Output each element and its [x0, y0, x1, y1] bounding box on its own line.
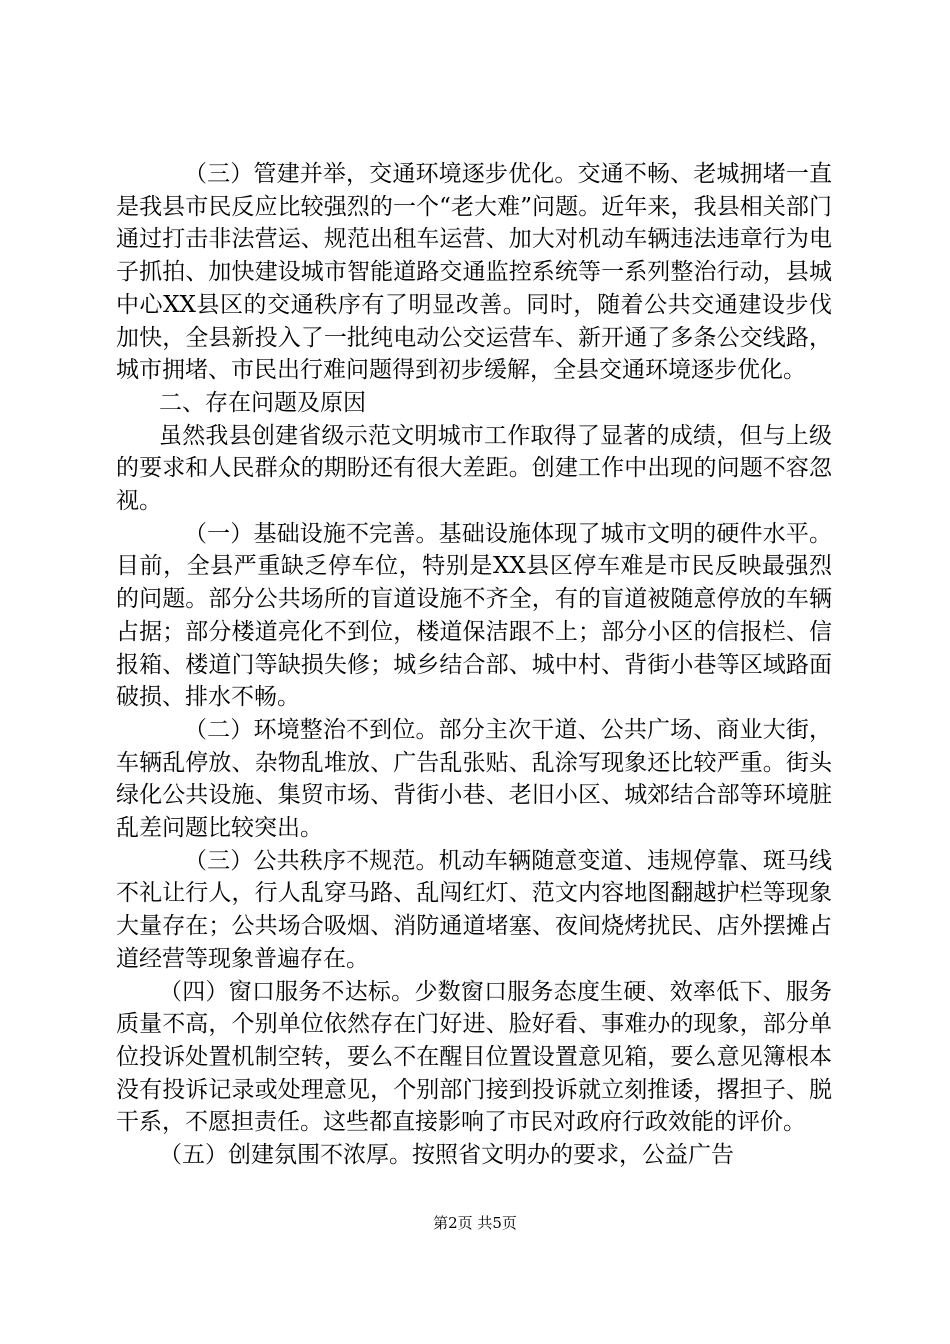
- paragraph-5: （三）公共秩序不规范。机动车辆随意变道、违规停靠、斑马线不礼让行人，行人乱穿马路、乱闯红灯、范文内容地图翻越护栏等现象大量存在；公共场合吸烟、消防通道堵塞、夜间烧烤扰民、店外摆摊占道经营等现象普遍存在。: [116, 847, 832, 972]
- paragraph-2: 虽然我县创建省级示范文明城市工作取得了显著的成绩，但与上级的要求和人民群众的期盼还有很大差距。创建工作中出现的问题不容忽视。: [116, 422, 832, 515]
- section-heading: 二、存在问题及原因: [159, 389, 366, 416]
- paragraph-4: （二）环境整治不到位。部分主次干道、公共广场、商业大街，车辆乱停放、杂物乱堆放、广告乱张贴、乱涂写现象还比较严重。街头绿化公共设施、集贸市场、背街小巷、老旧小区、城郊结合部等环境脏乱差问题比较突出。: [116, 716, 832, 842]
- paragraph-1: （三）管建并举，交通环境逐步优化。交通不畅、老城拥堵一直是我县市民反应比较强烈的一个“老大难”问题。近年来，我县相关部门通过打击非法营运、规范出租车运营、加大对机动车辆违法违章行为电子抓拍、加快建设城市智能道路交通监控系统等一系列整治行动，县城中心XX县区的交通秩序有了明显改善。同时，随着公共交通建设步伐加快，全县新投入了一批纯电动公交运营车、新开通了多条公交线路，城市拥堵、市民出行难问题得到初步缓解，全县交通环境逐步优化。: [116, 161, 832, 384]
- page-footer: 第2页 共5页: [433, 1214, 517, 1232]
- paragraph-6: （四）窗口服务不达标。少数窗口服务态度生硬、效率低下、服务质量不高，个别单位依然存在门好进、脸好看、事难办的现象，部分单位投诉处置机制空转，要么不在醒目位置设置意见箱，要么意见簿根本没有投诉记录或处理意见，个别部门接到投诉就立刻推诿，撂担子、脱干系，不愿担责任。这些都直接影响了市民对政府行政效能的评价。: [116, 978, 832, 1136]
- paragraph-7: （五）创建氛围不浓厚。按照省文明办的要求，公益广告: [159, 1142, 734, 1169]
- document-body: [116, 158, 832, 1172]
- paragraph-3: （一）基础设施不完善。基础设施体现了城市文明的硬件水平。目前，全县严重缺乏停车位，特别是XX县区停车难是市民反映最强烈的问题。部分公共场所的盲道设施不齐全，有的盲道被随意停放的车辆占据；部分楼道亮化不到位，楼道保洁跟不上；部分小区的信报栏、信报箱、楼道门等缺损失修；城乡结合部、城中村、背街小巷等区域路面破损、排水不畅。: [116, 520, 832, 711]
